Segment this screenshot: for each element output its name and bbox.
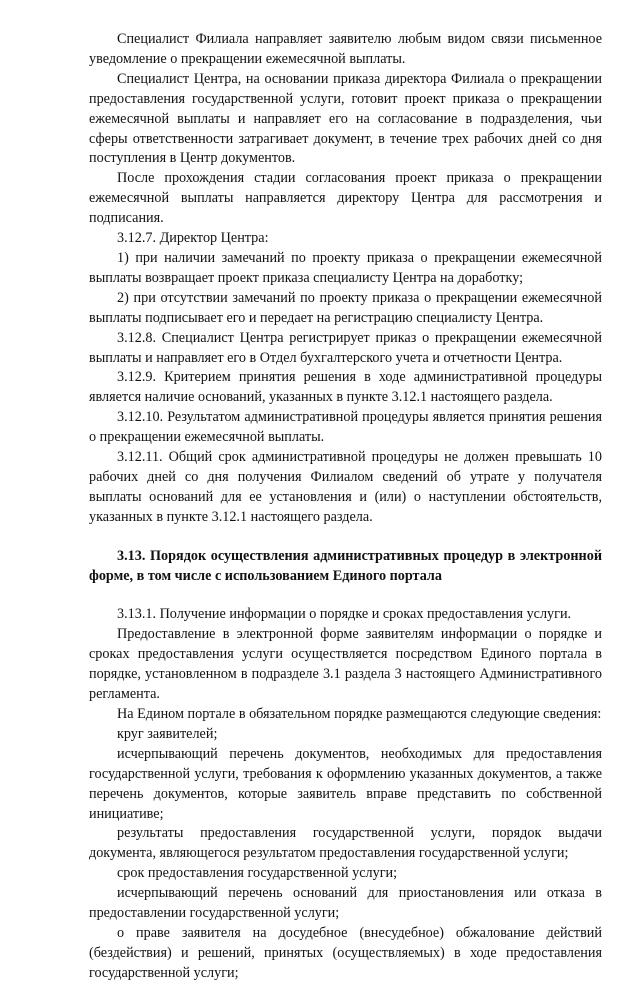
paragraph: Специалист Центра, на основании приказа директора Филиала о прекращении предоставления государственной услуги, готовит проект приказа о прекращении ежемесячной выплаты и направляет его на согласование в подразделения, чьи сферы ответственности затрагивает документ, в течение трех рабочих дней со дня поступления в Центр документов. [89,70,602,167]
paragraph: 3.12.9. Критерием принятия решения в ходе административной процедуры является наличие оснований, указанных в пункте 3.12.1 настоящего раздела. [89,369,602,406]
paragraph: 3.12.7. Директор Центра: [117,230,269,247]
paragraph: 2) при отсутствии замечаний по проекту приказа о прекращении ежемесячной выплаты подписывает его и передает на регистрацию специалисту Центра. [89,289,602,326]
document-page [89,30,602,984]
paragraph: исчерпывающий перечень оснований для приостановления или отказа в предоставлении государственной услуги; [89,885,602,922]
paragraph: 3.13.1. Получение информации о порядке и сроках предоставления услуги. [117,606,572,623]
paragraph: круг заявителей; [117,725,218,742]
paragraph: 3.12.10. Результатом административной процедуры является принятия решения о прекращении ежемесячной выплаты. [89,409,602,446]
paragraph: На Едином портале в обязательном порядке размещаются следующие сведения: [117,706,602,722]
paragraph: Специалист Филиала направляет заявителю любым видом связи письменное уведомление о прекращении ежемесячной выплаты. [89,31,602,67]
paragraph: 3.12.11. Общий срок административной процедуры не должен превышать 10 рабочих дней со дня получения Филиалом сведений об утрате у получателя выплаты оснований для ее установления и (или) о наступлении обстоятельств, указанных в пункте 3.12.1 настоящего раздела. [89,449,602,525]
paragraph: результаты предоставления государственной услуги, порядок выдачи документа, являющегося результатом предоставления государственной услуги; [89,825,602,862]
paragraph: После прохождения стадии согласования проект приказа о прекращении ежемесячной выплаты направляется директору Центра для рассмотрения и подписания. [89,170,602,227]
paragraph: исчерпывающий перечень документов, необходимых для предоставления государственной услуги, требования к оформлению указанных документов, а также перечень документов, которые заявитель вправе представить по собственной инициативе; [89,745,602,822]
paragraph: срок предоставления государственной услуги; [117,865,398,882]
paragraph: Предоставление в электронной форме заявителям информации о порядке и сроках предоставления услуги осуществляется посредством Единого портала в порядке, установленном в подразделе 3.1 раздела 3 настоящего Административного регламента. [89,626,602,703]
paragraph: 1) при наличии замечаний по проекту приказа о прекращении ежемесячной выплаты возвращает проект приказа специалисту Центра на доработку; [89,249,602,286]
paragraph: 3.12.8. Специалист Центра регистрирует приказ о прекращении ежемесячной выплаты и направляет его в Отдел бухгалтерского учета и отчетности Центра. [89,329,602,366]
paragraph: о праве заявителя на досудебное (внесудебное) обжалование действий (бездействия) и решений, принятых (осуществляемых) в ходе предоставления государственной услуги; [89,924,602,981]
section-heading: 3.13. Порядок осуществления административных процедур в электронной форме, в том числе с использованием Единого портала [89,547,602,584]
